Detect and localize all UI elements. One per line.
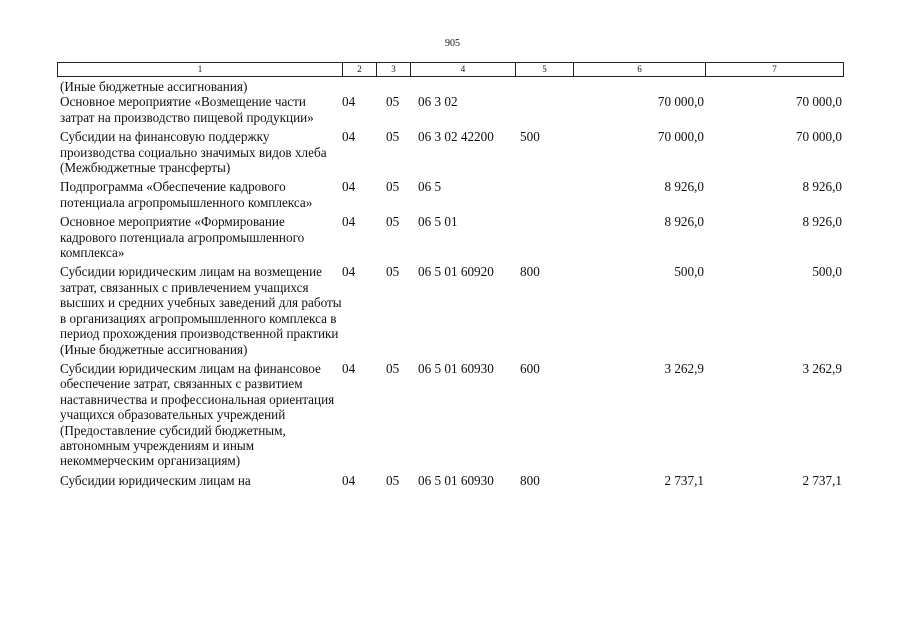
row-name: Субсидии на финансовую поддержку производства социально значимых видов хлеба (Межбюджетные трансферты) [60,129,327,176]
row-amount-1: 500,0 [674,264,704,280]
row-amount-2: 70 000,0 [795,94,842,110]
row-subsection: 05 [386,472,400,488]
row-section: 04 [342,129,356,145]
header-col-2: 2 [343,63,377,77]
row-section: 04 [342,360,356,376]
row-section: 04 [342,214,356,230]
row-section: 04 [342,264,356,280]
row-subsection: 05 [386,264,400,280]
row-amount-2: 70 000,0 [795,129,842,145]
row-section: 04 [342,472,356,488]
table-row [57,129,843,175]
row-amount-1: 3 262,9 [664,360,704,376]
row-amount-2 [705,79,843,94]
row-amount-1: 70 000,0 [657,129,704,145]
table-row [57,214,843,260]
row-amount-1: 8 926,0 [664,179,704,195]
row-name: Подпрограмма «Обеспечение кадрового потенциала агропромышленного комплекса» [60,179,313,210]
row-expense-type: 800 [520,472,540,488]
row-expense-type: 800 [520,264,540,280]
row-section: 04 [342,179,356,195]
row-name: Основное мероприятие «Формирование кадрового потенциала агропромышленного комплекса» [60,214,305,261]
table-row [57,179,843,210]
row-expense-type [518,179,580,210]
row-target-article: 06 5 01 60930 [418,472,494,488]
header-col-4: 4 [411,63,516,77]
row-subsection: 05 [386,179,400,195]
row-expense-type [518,79,580,94]
row-target-article: 06 5 01 60930 [418,360,494,376]
row-target-article: 06 3 02 42200 [418,129,494,145]
row-name: (Иные бюджетные ассигнования) [60,79,248,94]
page-number: 905 [445,38,460,49]
row-amount-2: 8 926,0 [802,179,842,195]
row-name: Субсидии юридическим лицам на [60,472,251,488]
header-col-7: 7 [706,63,844,77]
budget-table-body [57,79,843,492]
row-amount-2: 500,0 [812,264,842,280]
row-section [342,79,382,94]
row-amount-2: 2 737,1 [802,472,842,488]
row-target-article: 06 5 01 [418,214,458,230]
row-amount-1: 2 737,1 [664,472,704,488]
row-section: 04 [342,94,356,110]
header-col-6: 6 [574,63,706,77]
column-number-header [57,62,844,77]
row-target-article [416,79,518,94]
table-row [57,473,843,488]
row-subsection: 05 [386,360,400,376]
row-amount-1: 70 000,0 [657,94,704,110]
row-amount-2: 3 262,9 [802,360,842,376]
row-name: Субсидии юридическим лицам на возмещение затрат, связанных с привлечением учащихся высших и средних учебных заведений для работы в организациях агропромышленного комплекса в период прохождения производственной практики (Иные бюджетные ассигнования) [60,264,342,357]
table-row [57,94,843,125]
table-row [57,361,843,469]
row-subsection [382,79,416,94]
row-amount-1: 8 926,0 [664,214,704,230]
row-expense-type [518,94,580,125]
row-expense-type: 500 [520,129,540,145]
row-expense-type: 600 [520,360,540,376]
row-amount-1 [580,79,705,94]
table-row [57,79,843,94]
row-subsection: 05 [386,214,400,230]
row-target-article: 06 3 02 [418,94,458,110]
row-amount-2: 8 926,0 [802,214,842,230]
row-name: Субсидии юридическим лицам на финансовое обеспечение затрат, связанных с развитием наставничества и профессиональная ориентация учащихся образовательных учреждений (Предоставление субсидий бюджетным, автономным учреждениям и иным некоммерческим организациям) [60,360,335,469]
row-target-article: 06 5 [418,179,442,195]
header-col-5: 5 [516,63,574,77]
header-col-1: 1 [58,63,343,77]
row-subsection: 05 [386,129,400,145]
row-target-article: 06 5 01 60920 [418,264,494,280]
row-name: Основное мероприятие «Возмещение части затрат на производство пищевой продукции» [60,94,314,125]
header-col-3: 3 [377,63,411,77]
table-row [57,264,843,356]
row-expense-type [518,214,580,260]
row-subsection: 05 [386,94,400,110]
